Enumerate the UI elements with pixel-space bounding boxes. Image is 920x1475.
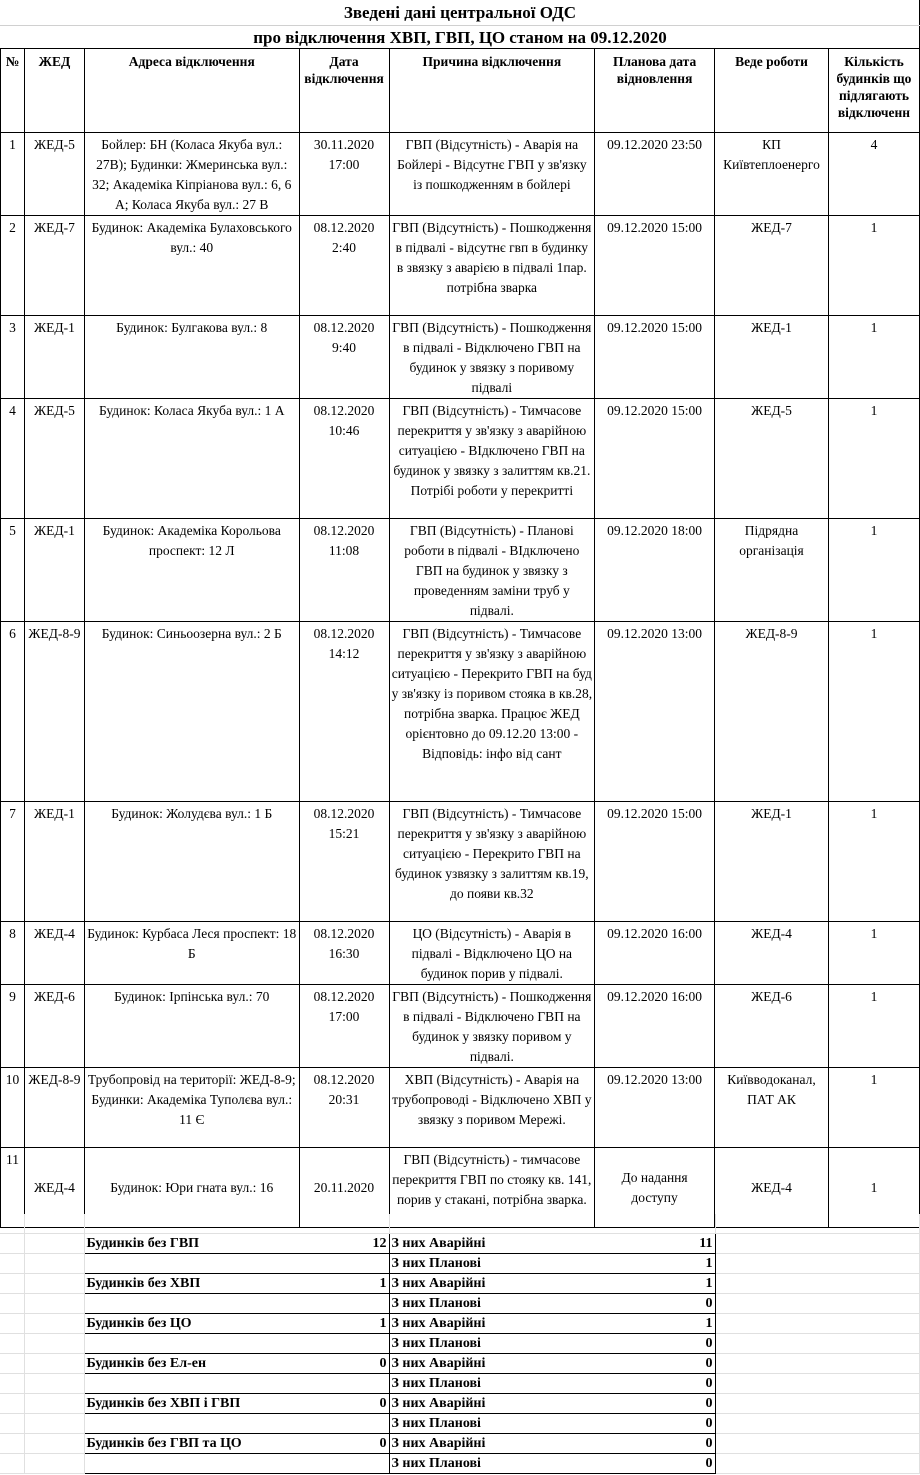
summary-planned-value: 0 <box>705 1336 713 1351</box>
summary-row <box>0 1234 919 1254</box>
cell-count: 1 <box>828 1148 919 1228</box>
grid-cell <box>715 1314 919 1334</box>
cell-works: ЖЕД-1 <box>715 316 829 399</box>
table-row <box>1 519 920 622</box>
summary-emergency-value: 1 <box>705 1316 713 1331</box>
summary-planned <box>389 1254 715 1274</box>
cell-date: 08.12.2020 16:30 <box>299 922 389 985</box>
summary-blank <box>84 1454 389 1474</box>
cell-date: 08.12.2020 11:08 <box>299 519 389 622</box>
summary-planned-value: 0 <box>705 1416 713 1431</box>
grid-cell <box>0 1274 24 1294</box>
summary-row <box>0 1294 919 1314</box>
cell-zhed: ЖЕД-5 <box>24 133 84 216</box>
cell-date: 08.12.2020 15:21 <box>299 802 389 922</box>
summary-label-text: Будинків без ЦО <box>86 1316 192 1331</box>
summary-emergency-value: 0 <box>705 1396 713 1411</box>
col-num: № <box>1 49 25 133</box>
cell-count: 1 <box>828 519 919 622</box>
summary-label-text: Будинків без ХВП і ГВП <box>86 1396 241 1411</box>
summary-planned-label: З них Планові <box>391 1296 481 1311</box>
cell-date: 08.12.2020 20:31 <box>299 1068 389 1148</box>
summary-planned-label: З них Планові <box>391 1456 481 1471</box>
grid-cell <box>24 1454 84 1474</box>
summary-label <box>84 1274 389 1294</box>
grid-cell <box>0 1254 24 1274</box>
summary-blank <box>84 1294 389 1314</box>
cell-reason: ГВП (Відсутність) - Пошкодження в підвалі - Відключено ГВП на будинок у звязку з поривому підвалі <box>389 316 595 399</box>
summary-planned <box>389 1334 715 1354</box>
cell-reason: ГВП (Відсутність) - Тимчасове перекриття у зв'язку з аварійною ситуацією - Перекрито ГВП на будинок узвязку з залиттям кв.19, до появи кв.32 <box>389 802 595 922</box>
cell-reason: ГВП (Відсутність) - Тимчасове перекриття у зв'язку з аварійною ситуацією - ВІдключено ГВП на будинок у звязку з залиттям кв.21. Потрібі роботи у перекритті <box>389 399 595 519</box>
grid-cell <box>24 1234 84 1254</box>
summary-emergency-value: 0 <box>705 1356 713 1371</box>
cell-date: 08.12.2020 17:00 <box>299 985 389 1068</box>
summary-total: 0 <box>379 1396 387 1411</box>
summary-blank <box>84 1334 389 1354</box>
summary-label <box>84 1234 389 1254</box>
summary-emergency <box>389 1274 715 1294</box>
grid-cell <box>715 1434 919 1454</box>
grid-cell <box>715 1394 919 1414</box>
cell-date: 08.12.2020 14:12 <box>299 622 389 802</box>
table-row <box>1 622 920 802</box>
grid-cell <box>0 1294 24 1314</box>
summary-emergency-label: З них Аварійні <box>391 1316 486 1331</box>
summary-emergency-label: З них Аварійні <box>391 1436 486 1451</box>
cell-zhed: ЖЕД-1 <box>24 316 84 399</box>
summary-label-text: Будинків без ГВП <box>86 1236 200 1251</box>
spacer-row <box>0 1214 919 1234</box>
grid-cell <box>0 1214 24 1234</box>
summary-planned-label: З них Планові <box>391 1416 481 1431</box>
table-body <box>1 133 920 1228</box>
summary-total: 0 <box>379 1356 387 1371</box>
cell-num: 10 <box>1 1068 25 1148</box>
cell-count: 1 <box>828 1068 919 1148</box>
cell-works: КП Київтеплоенерго <box>715 133 829 216</box>
table-row <box>1 133 920 216</box>
table-row <box>1 802 920 922</box>
summary-planned-label: З них Планові <box>391 1256 481 1271</box>
grid-cell <box>24 1354 84 1374</box>
cell-reason: ГВП (Відсутність) - Аварія на Бойлері - Відсутнє ГВП у зв'язку із пошкодженням в бойлері <box>389 133 595 216</box>
summary-total: 1 <box>379 1316 387 1331</box>
summary-emergency-label: З них Аварійні <box>391 1356 486 1371</box>
grid-cell <box>715 1294 919 1314</box>
cell-date: 08.12.2020 2:40 <box>299 216 389 316</box>
summary-emergency-value: 11 <box>699 1236 713 1251</box>
cell-num: 7 <box>1 802 25 922</box>
cell-date: 30.11.2020 17:00 <box>299 133 389 216</box>
table-row <box>1 985 920 1068</box>
summary-blank <box>84 1254 389 1274</box>
grid-cell <box>24 1254 84 1274</box>
grid-cell <box>0 1234 24 1254</box>
cell-reason: ЦО (Відсутність) - Аварія в підвалі - Відключено ЦО на будинок порив у підвалі. <box>389 922 595 985</box>
summary-emergency <box>389 1394 715 1414</box>
summary-blank <box>84 1414 389 1434</box>
grid-cell <box>24 1334 84 1354</box>
grid-cell <box>0 1394 24 1414</box>
grid-cell <box>0 1354 24 1374</box>
cell-date: 08.12.2020 10:46 <box>299 399 389 519</box>
summary-row <box>0 1254 919 1274</box>
cell-reason: ГВП (Відсутність) - тимчасове перекриття ГВП по стояку кв. 141, порив у стакані, потрібна зварка. <box>389 1148 595 1228</box>
cell-works: Підрядна організація <box>715 519 829 622</box>
cell-date: 08.12.2020 9:40 <box>299 316 389 399</box>
cell-planned: 09.12.2020 13:00 <box>595 622 715 802</box>
cell-zhed: ЖЕД-8-9 <box>24 622 84 802</box>
grid-cell <box>715 1414 919 1434</box>
cell-planned: 09.12.2020 15:00 <box>595 802 715 922</box>
grid-cell <box>0 1414 24 1434</box>
summary-planned-value: 0 <box>705 1296 713 1311</box>
table-row <box>1 1068 920 1148</box>
cell-num: 9 <box>1 985 25 1068</box>
cell-address: Трубопровід на території: ЖЕД-8-9; Будинки: Академіка Туполєва вул.: 11 Є <box>84 1068 299 1148</box>
cell-count: 1 <box>828 985 919 1068</box>
cell-works: ЖЕД-4 <box>715 1148 829 1228</box>
cell-works: ЖЕД-8-9 <box>715 622 829 802</box>
col-reason: Причина відключення <box>389 49 595 133</box>
cell-address: Будинок: Академіка Корольова проспект: 12 Л <box>84 519 299 622</box>
summary-planned-value: 0 <box>705 1456 713 1471</box>
summary-label <box>84 1394 389 1414</box>
cell-works: Київводоканал, ПАТ АК <box>715 1068 829 1148</box>
cell-count: 1 <box>828 922 919 985</box>
summary-row <box>0 1274 919 1294</box>
cell-zhed: ЖЕД-8-9 <box>24 1068 84 1148</box>
grid-cell <box>0 1314 24 1334</box>
cell-address: Будинок: Юри гната вул.: 16 <box>84 1148 299 1228</box>
cell-planned: 09.12.2020 15:00 <box>595 216 715 316</box>
cell-works: ЖЕД-7 <box>715 216 829 316</box>
cell-works: ЖЕД-1 <box>715 802 829 922</box>
grid-cell <box>0 1454 24 1474</box>
cell-count: 1 <box>828 622 919 802</box>
col-planned: Планова дата відновлення <box>595 49 715 133</box>
cell-zhed: ЖЕД-4 <box>24 922 84 985</box>
grid-cell <box>24 1274 84 1294</box>
cell-planned: 09.12.2020 13:00 <box>595 1068 715 1148</box>
summary-label-text: Будинків без ХВП <box>86 1276 201 1291</box>
col-date: Дата відключення <box>299 49 389 133</box>
summary-row <box>0 1374 919 1394</box>
cell-reason: ГВП (Відсутність) - Пошкодження в підвалі - Відключено ГВП на будинок у звязку поривом у підвалі. <box>389 985 595 1068</box>
cell-zhed: ЖЕД-5 <box>24 399 84 519</box>
grid-cell <box>389 1214 715 1234</box>
grid-cell <box>715 1374 919 1394</box>
grid-cell <box>0 1334 24 1354</box>
cell-reason: ГВП (Відсутність) - Планові роботи в підвалі - ВІдключено ГВП на будинок у звязку з проведенням заміни труб у підвалі. <box>389 519 595 622</box>
cell-planned: 09.12.2020 16:00 <box>595 922 715 985</box>
title-divider <box>0 25 920 26</box>
table-row <box>1 316 920 399</box>
cell-address: Будинок: Ірпінська вул.: 70 <box>84 985 299 1068</box>
cell-works: ЖЕД-6 <box>715 985 829 1068</box>
summary-planned-value: 0 <box>705 1376 713 1391</box>
cell-works: ЖЕД-4 <box>715 922 829 985</box>
cell-num: 3 <box>1 316 25 399</box>
summary-total: 1 <box>379 1276 387 1291</box>
cell-planned: 09.12.2020 15:00 <box>595 316 715 399</box>
cell-count: 1 <box>828 399 919 519</box>
summary-planned <box>389 1294 715 1314</box>
summary-planned <box>389 1454 715 1474</box>
summary-planned-label: З них Планові <box>391 1336 481 1351</box>
summary-planned-label: З них Планові <box>391 1376 481 1391</box>
cell-address: Бойлер: БН (Коласа Якуба вул.: 27В); Будинки: Жмеринська вул.: 32; Академіка Кіпріанова вул.: 6, 6 А; Коласа Якуба вул.: 27 В <box>84 133 299 216</box>
cell-num: 5 <box>1 519 25 622</box>
summary-row <box>0 1334 919 1354</box>
summary-blank <box>84 1374 389 1394</box>
cell-count: 1 <box>828 216 919 316</box>
summary-row <box>0 1314 919 1334</box>
cell-works: ЖЕД-5 <box>715 399 829 519</box>
table-row <box>1 922 920 985</box>
col-address: Адреса відключення <box>84 49 299 133</box>
grid-cell <box>24 1434 84 1454</box>
summary-emergency-value: 0 <box>705 1436 713 1451</box>
cell-date: 20.11.2020 <box>299 1148 389 1228</box>
grid-cell <box>715 1354 919 1374</box>
cell-num: 6 <box>1 622 25 802</box>
summary-planned-value: 1 <box>705 1256 713 1271</box>
cell-planned: 09.12.2020 16:00 <box>595 985 715 1068</box>
grid-cell <box>715 1334 919 1354</box>
summary-row <box>0 1454 919 1474</box>
summary-emergency <box>389 1354 715 1374</box>
summary-table <box>0 1214 920 1474</box>
table-row <box>1 399 920 519</box>
summary-row <box>0 1434 919 1454</box>
summary-emergency-label: З них Аварійні <box>391 1276 486 1291</box>
grid-cell <box>24 1394 84 1414</box>
summary-emergency <box>389 1314 715 1334</box>
grid-cell <box>715 1254 919 1274</box>
cell-zhed: ЖЕД-6 <box>24 985 84 1068</box>
cell-planned: 09.12.2020 23:50 <box>595 133 715 216</box>
cell-zhed: ЖЕД-4 <box>24 1148 84 1228</box>
grid-cell <box>24 1414 84 1434</box>
grid-cell <box>24 1214 84 1234</box>
summary-emergency-label: З них Аварійні <box>391 1236 486 1251</box>
col-works: Веде роботи <box>715 49 829 133</box>
cell-num: 4 <box>1 399 25 519</box>
summary-body <box>0 1214 919 1474</box>
cell-zhed: ЖЕД-1 <box>24 802 84 922</box>
grid-cell <box>84 1214 389 1234</box>
summary-label <box>84 1314 389 1334</box>
report-subtitle: про відключення ХВП, ГВП, ЦО станом на 09.12.2020 <box>253 28 667 47</box>
cell-num: 2 <box>1 216 25 316</box>
summary-label-text: Будинків без Ел-ен <box>86 1356 207 1371</box>
header-row <box>1 49 920 133</box>
summary-row <box>0 1394 919 1414</box>
summary-total: 12 <box>372 1236 387 1251</box>
cell-zhed: ЖЕД-7 <box>24 216 84 316</box>
cell-planned: 09.12.2020 15:00 <box>595 399 715 519</box>
cell-count: 1 <box>828 316 919 399</box>
summary-emergency-label: З них Аварійні <box>391 1396 486 1411</box>
summary-emergency <box>389 1234 715 1254</box>
cell-num: 1 <box>1 133 25 216</box>
cell-reason: ХВП (Відсутність) - Аварія на трубопроводі - Відключено ХВП у звязку з поривом Мережі. <box>389 1068 595 1148</box>
cell-planned: 09.12.2020 18:00 <box>595 519 715 622</box>
grid-cell <box>24 1314 84 1334</box>
summary-label <box>84 1434 389 1454</box>
outages-table <box>0 48 920 1228</box>
cell-num: 11 <box>1 1148 25 1228</box>
summary-row <box>0 1354 919 1374</box>
grid-cell <box>24 1294 84 1314</box>
cell-address: Будинок: Коласа Якуба вул.: 1 А <box>84 399 299 519</box>
grid-cell <box>0 1374 24 1394</box>
summary-planned <box>389 1374 715 1394</box>
summary-planned <box>389 1414 715 1434</box>
grid-cell <box>715 1454 919 1474</box>
cell-reason: ГВП (Відсутність) - Пошкодження в підвалі - відсутнє гвп в будинку в звязку з аварією в підвалі 1пар. потрібна зварка <box>389 216 595 316</box>
grid-cell <box>715 1214 919 1234</box>
cell-planned: До надання доступу <box>595 1148 715 1228</box>
grid-cell <box>24 1374 84 1394</box>
grid-cell <box>715 1234 919 1254</box>
report-title: Зведені дані центральної ОДС <box>343 3 577 22</box>
summary-row <box>0 1414 919 1434</box>
summary-emergency <box>389 1434 715 1454</box>
summary-label <box>84 1354 389 1374</box>
cell-count: 1 <box>828 802 919 922</box>
col-count: Кількість будинків що підлягають відключенн <box>828 49 919 133</box>
table-row <box>1 216 920 316</box>
summary-total: 0 <box>379 1436 387 1451</box>
cell-count: 4 <box>828 133 919 216</box>
cell-address: Будинок: Жолудєва вул.: 1 Б <box>84 802 299 922</box>
cell-reason: ГВП (Відсутність) - Тимчасове перекриття у зв'язку з аварійною ситуацією - Перекрито ГВП на буд у зв'язку із поривом стояка в кв.28, потрібна зварка. Працює ЖЕД орієнтовно до 09.12.20 13:00 - Відповідь: інфо від сант <box>389 622 595 802</box>
grid-cell <box>0 1434 24 1454</box>
cell-address: Будинок: Синьоозерна вул.: 2 Б <box>84 622 299 802</box>
summary-label-text: Будинків без ГВП та ЦО <box>86 1436 242 1451</box>
cell-zhed: ЖЕД-1 <box>24 519 84 622</box>
cell-address: Будинок: Курбаса Леся проспект: 18 Б <box>84 922 299 985</box>
summary-emergency-value: 1 <box>705 1276 713 1291</box>
col-zhed: ЖЕД <box>24 49 84 133</box>
cell-address: Будинок: Академіка Булаховського вул.: 40 <box>84 216 299 316</box>
cell-address: Будинок: Булгакова вул.: 8 <box>84 316 299 399</box>
grid-cell <box>715 1274 919 1294</box>
cell-num: 8 <box>1 922 25 985</box>
